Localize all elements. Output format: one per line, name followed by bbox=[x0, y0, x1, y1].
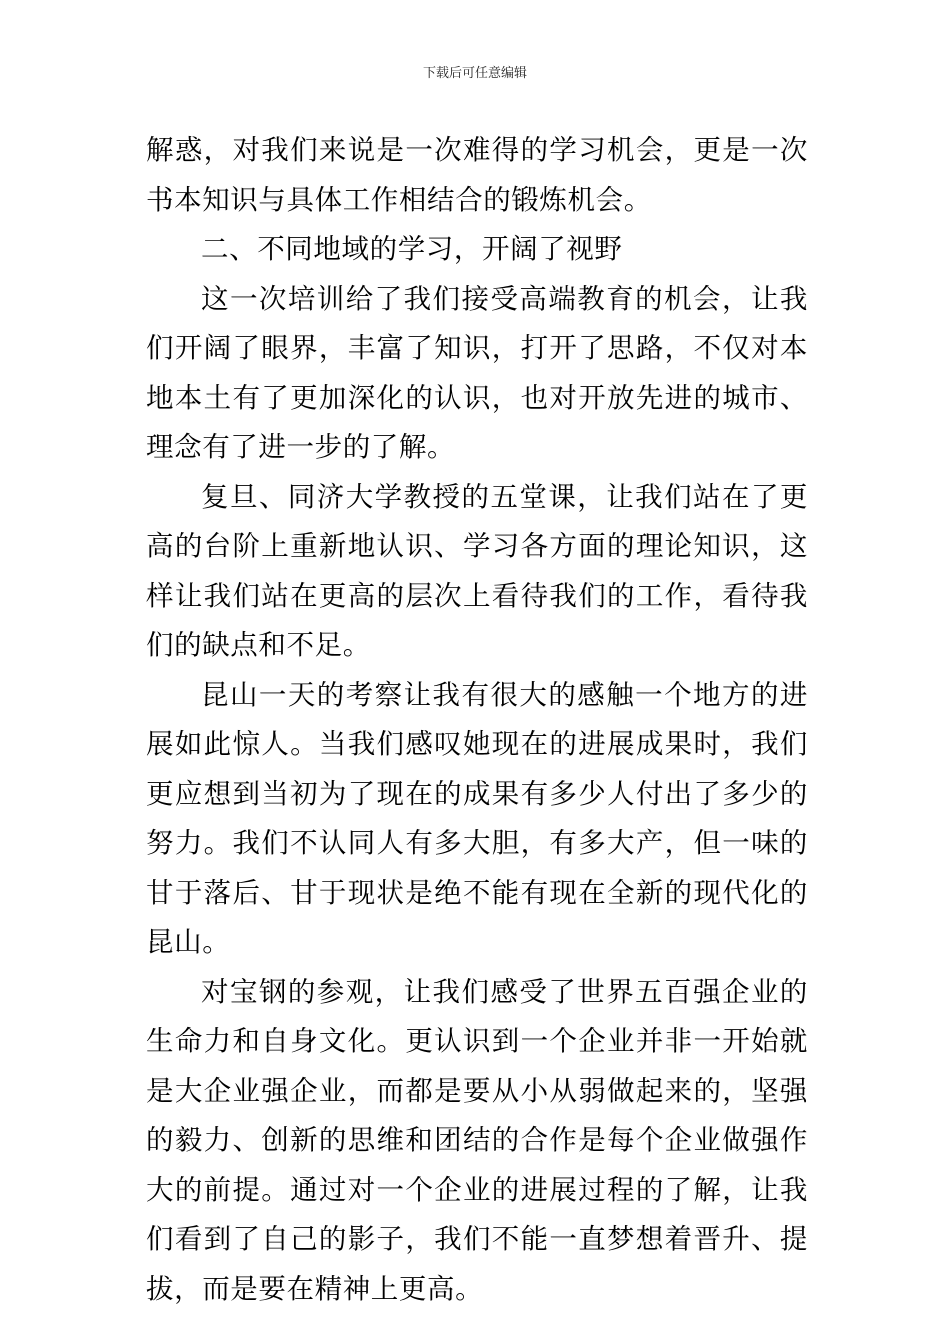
paragraph: 对宝钢的参观，让我们感受了世界五百强企业的生命力和自身文化。更认识到一个企业并非一开始就是大企业强企业，而都是要从小从弱做起来的，坚强的毅力、创新的思维和团结的合作是每个企业做强作大的前提。通过对一个企业的进展过程的了解，让我们看到了自己的影子，我们不能一直梦想着晋升、提拔，而是要在精神上更高。 bbox=[146, 975, 808, 1305]
paragraph: 昆山一天的考察让我有很大的感触一个地方的进展如此惊人。当我们感叹她现在的进展成果时，我们更应想到当初为了现在的成果有多少人付出了多少的努力。我们不认同人有多大胆，有多大产，但一味的甘于落后、甘于现状是绝不能有现在全新的现代化的昆山。 bbox=[146, 678, 808, 958]
page-header: 下载后可任意编辑 bbox=[422, 66, 527, 81]
section-heading: 二、不同地域的学习，开阔了视野 bbox=[201, 233, 623, 265]
paragraph: 这一次培训给了我们接受高端教育的机会，让我们开阔了眼界，丰富了知识，打开了思路，不仅对本地本土有了更加深化的认识，也对开放先进的城市、理念有了进一步的了解。 bbox=[146, 282, 808, 463]
paragraph: 解惑，对我们来说是一次难得的学习机会，更是一次书本知识与具体工作相结合的锻炼机会。 bbox=[146, 134, 808, 216]
document-body bbox=[146, 126, 808, 1314]
paragraph: 复旦、同济大学教授的五堂课，让我们站在了更高的台阶上重新地认识、学习各方面的理论知识，这样让我们站在更高的层次上看待我们的工作，看待我们的缺点和不足。 bbox=[146, 480, 808, 661]
